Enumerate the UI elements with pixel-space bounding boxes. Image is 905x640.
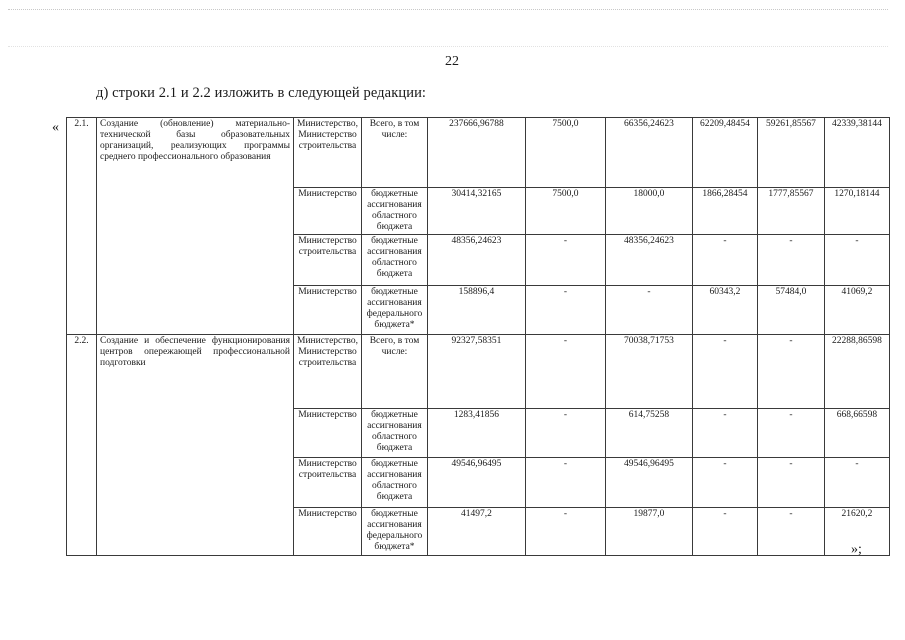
table-row — [67, 335, 890, 409]
funding-source-cell: бюджетные ассигнования федерального бюджета* — [361, 286, 427, 335]
amount-cell: - — [692, 235, 757, 286]
executor-cell: Министерство — [294, 409, 362, 458]
executor-cell: Министерство, Министерство строительства — [294, 118, 362, 188]
close-quote: »; — [851, 542, 862, 557]
budget-table — [66, 117, 890, 556]
amount-cell: - — [757, 458, 824, 508]
amount-cell: 1777,85567 — [757, 188, 824, 235]
amount-cell: - — [824, 235, 889, 286]
amount-cell: 1283,41856 — [427, 409, 525, 458]
funding-source-cell: Всего, в том числе: — [361, 335, 427, 409]
amount-cell: 30414,32165 — [427, 188, 525, 235]
amount-cell: 18000,0 — [605, 188, 692, 235]
amount-cell: 614,75258 — [605, 409, 692, 458]
amount-cell: 66356,24623 — [605, 118, 692, 188]
amount-cell: - — [692, 508, 757, 556]
amount-cell: 158896,4 — [427, 286, 525, 335]
amount-cell: 57484,0 — [757, 286, 824, 335]
amount-cell: 7500,0 — [525, 188, 605, 235]
funding-source-cell: бюджетные ассигнования областного бюджета — [361, 409, 427, 458]
row-number: 2.2. — [67, 335, 97, 556]
funding-source-cell: бюджетные ассигнования федерального бюджета* — [361, 508, 427, 556]
amount-cell: 92327,58351 — [427, 335, 525, 409]
amount-cell: 42339,38144 — [824, 118, 889, 188]
measure-name: Создание и обеспечение функционирования центров опережающей профессиональной подготовки — [97, 335, 294, 556]
amount-cell: 59261,85567 — [757, 118, 824, 188]
amount-cell: 237666,96788 — [427, 118, 525, 188]
amount-cell: 41069,2 — [824, 286, 889, 335]
executor-cell: Министерство — [294, 188, 362, 235]
measure-name: Создание (обновление) материально-технической базы образовательных организаций, реализующих программы среднего профессионального образования — [97, 118, 294, 335]
amount-cell: - — [757, 508, 824, 556]
amount-cell: 7500,0 — [525, 118, 605, 188]
amount-cell: 22288,86598 — [824, 335, 889, 409]
amount-cell: - — [525, 286, 605, 335]
amount-cell: 62209,48454 — [692, 118, 757, 188]
amount-cell: - — [824, 458, 889, 508]
amount-cell: - — [757, 409, 824, 458]
page-number: 22 — [445, 54, 459, 69]
amount-cell: - — [757, 335, 824, 409]
amount-cell: 21620,2 — [824, 508, 889, 556]
scan-artifact-line — [8, 9, 888, 10]
amount-cell: 60343,2 — [692, 286, 757, 335]
executor-cell: Министерство — [294, 508, 362, 556]
amount-cell: 41497,2 — [427, 508, 525, 556]
amount-cell: 48356,24623 — [605, 235, 692, 286]
funding-source-cell: бюджетные ассигнования областного бюджета — [361, 235, 427, 286]
open-quote: « — [52, 120, 59, 135]
row-number: 2.1. — [67, 118, 97, 335]
amount-cell: 1270,18144 — [824, 188, 889, 235]
amount-cell: - — [525, 508, 605, 556]
amount-cell: - — [692, 409, 757, 458]
scan-artifact-line — [8, 46, 888, 47]
executor-cell: Министерство, Министерство строительства — [294, 335, 362, 409]
amount-cell: - — [692, 335, 757, 409]
amount-cell: 48356,24623 — [427, 235, 525, 286]
amount-cell: - — [757, 235, 824, 286]
amount-cell: - — [605, 286, 692, 335]
executor-cell: Министерство — [294, 286, 362, 335]
amount-cell: 19877,0 — [605, 508, 692, 556]
executor-cell: Министерство строительства — [294, 235, 362, 286]
amount-cell: - — [525, 409, 605, 458]
amount-cell: - — [525, 458, 605, 508]
intro-text: д) строки 2.1 и 2.2 изложить в следующей редакции: — [96, 85, 427, 101]
amount-cell: 49546,96495 — [605, 458, 692, 508]
amount-cell: 49546,96495 — [427, 458, 525, 508]
amount-cell: - — [525, 335, 605, 409]
funding-source-cell: бюджетные ассигнования областного бюджета — [361, 188, 427, 235]
executor-cell: Министерство строительства — [294, 458, 362, 508]
amount-cell: - — [692, 458, 757, 508]
amount-cell: - — [525, 235, 605, 286]
table-row — [67, 118, 890, 188]
amount-cell: 668,66598 — [824, 409, 889, 458]
amount-cell: 70038,71753 — [605, 335, 692, 409]
funding-source-cell: Всего, в том числе: — [361, 118, 427, 188]
funding-source-cell: бюджетные ассигнования областного бюджета — [361, 458, 427, 508]
amount-cell: 1866,28454 — [692, 188, 757, 235]
